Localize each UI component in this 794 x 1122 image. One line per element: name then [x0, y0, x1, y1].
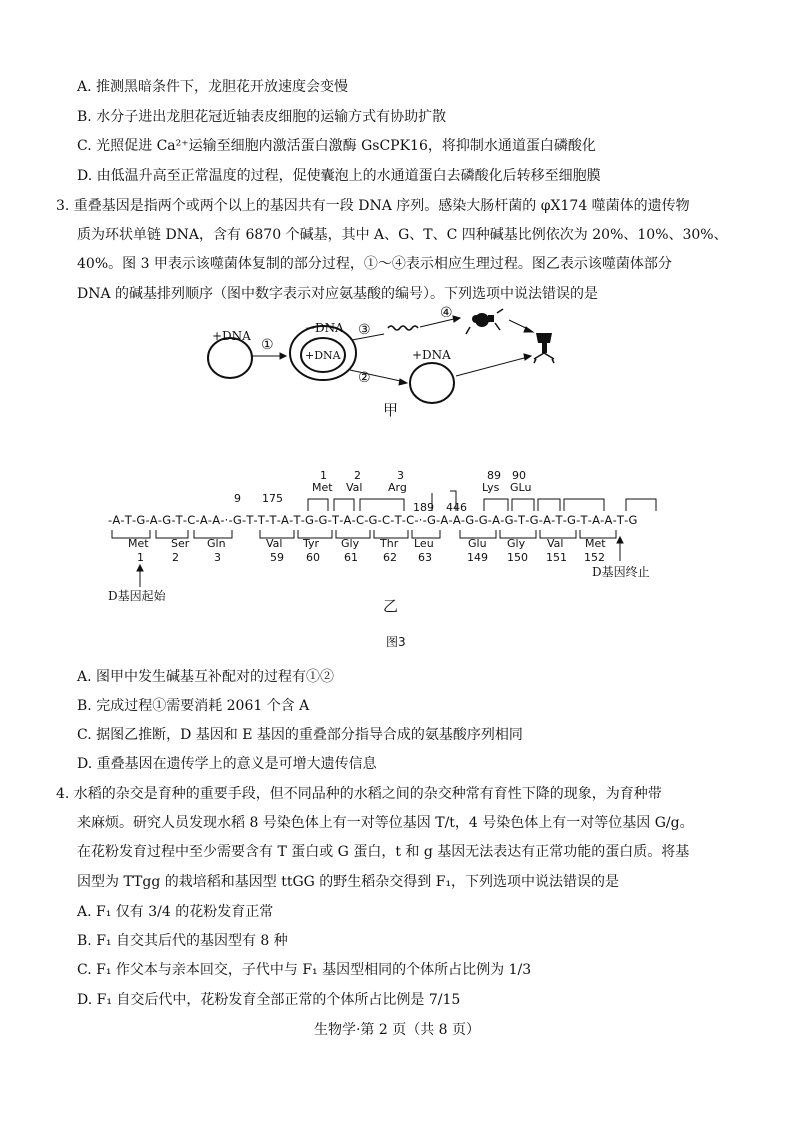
fig-jia-caption: 甲: [383, 401, 399, 419]
d-aa-num-59: 59: [270, 551, 284, 564]
mark-9: 9: [234, 492, 241, 505]
e-aa-name-90: GLu: [510, 481, 532, 494]
phage-assembled-icon: [534, 333, 554, 363]
d-aa-num-62: 62: [383, 551, 397, 564]
figure-3-caption: 图3: [386, 635, 406, 649]
step-4-label: ④: [440, 305, 453, 321]
d-aa-name-61: Gly: [341, 537, 360, 550]
q2-option-c: C. 光照促进 Ca²⁺运输至细胞内激活蛋白激酶 GsCPK16，将抑制水通道蛋白磷酸化: [77, 138, 596, 154]
q4-stem-line-4: 因型为 TTgg 的栽培稻和基因型 ttGG 的野生稻杂交得到 F₁，下列选项中说法错误的是: [77, 874, 620, 890]
d-aa-name-152: Met: [585, 537, 606, 550]
d-aa-name-151: Val: [547, 537, 564, 550]
q3-option-d: D. 重叠基因在遗传学上的意义是可增大遗传信息: [77, 756, 377, 772]
d-aa-name-63: Leu: [414, 537, 434, 550]
page-footer: 生物学·第 2 页（共 8 页）: [313, 1022, 481, 1038]
e-aa-name-89: Lys: [482, 481, 500, 494]
q4-option-a: A. F₁ 仅有 3/4 的花粉发育正常: [77, 904, 274, 920]
d-aa-num-1: 1: [137, 551, 144, 564]
e-aa-num-2: 2: [354, 469, 361, 482]
q3-stem-line-3: 40%。图 3 甲表示该噬菌体复制的部分过程，①～④表示相应生理过程。图乙表示该噬菌体部分: [77, 256, 672, 272]
step-2-label: ②: [358, 370, 371, 386]
d-aa-num-149: 149: [467, 551, 488, 564]
d-aa-name-3: Gln: [207, 537, 226, 550]
step-1-label: ①: [261, 337, 274, 353]
d-aa-name-150: Gly: [507, 537, 526, 550]
e-aa-num-89: 89: [487, 469, 501, 482]
d-aa-name-1: Met: [128, 537, 149, 550]
q4-stem-line-1: 4. 水稻的杂交是育种的重要手段，但不同品种的水稻之间的杂交种常有育性下降的现象，为育种带: [56, 786, 662, 802]
q3-stem-line-2: 质为环状单链 DNA，含有 6870 个碱基，其中 A、G、T、C 四种碱基比例依次为 20%、10%、30%、: [77, 227, 728, 243]
dna-circle-right: [410, 363, 454, 403]
q3-option-a: A. 图甲中发生碱基互补配对的过程有①②: [77, 669, 335, 685]
mark-446: 446: [446, 501, 467, 514]
d-aa-name-2: Ser: [171, 537, 190, 550]
e-aa-name-3: Arg: [388, 481, 407, 494]
q4-option-c: C. F₁ 作父本与亲本回交，子代中与 F₁ 基因型相同的个体所占比例为 1/3: [77, 962, 532, 978]
q3-stem-line-4: DNA 的碱基排列顺序（图中数字表示对应氨基酸的编号）。下列选项中说法错误的是: [77, 286, 599, 302]
d-aa-name-60: Tyr: [303, 537, 320, 550]
d-aa-name-149: Glu: [468, 537, 487, 550]
dna-sequence: ‑A‑T‑G‑A‑G‑T‑C‑A‑A‑·‑G‑T‑T‑T‑A‑T‑G‑G‑T‑A‑C‑G‑C‑T‑C‑·‑G‑A‑A‑G‑G‑A‑G‑T‑G‑A‑T‑G‑T‑A‑A‑T‑G: [108, 513, 638, 527]
mark-175: 175: [262, 492, 283, 505]
label-plus-dna-inner: +DNA: [305, 349, 341, 362]
d-aa-num-63: 63: [418, 551, 432, 564]
d-aa-num-2: 2: [172, 551, 179, 564]
q4-stem-line-2: 来麻烦。研究人员发现水稻 8 号染色体上有一对等位基因 T/t，4 号染色体上有一对等位基因 G/g。: [77, 815, 694, 831]
phage-proteins-icon: [466, 309, 503, 334]
fig-yi-caption: 乙: [383, 597, 399, 615]
d-aa-name-62: Thr: [380, 537, 399, 550]
step-3-label: ③: [358, 322, 371, 338]
e-aa-num-90: 90: [512, 469, 526, 482]
d-aa-num-151: 151: [546, 551, 567, 564]
q2-option-d: D. 由低温升高至正常温度的过程，促使囊泡上的水通道蛋白去磷酸化后转移至细胞膜: [77, 168, 601, 184]
q2-option-b: B. 水分子进出龙胆花冠近轴表皮细胞的运输方式有协助扩散: [77, 109, 447, 125]
q4-option-d: D. F₁ 自交后代中，花粉发育全部正常的个体所占比例是 7/15: [77, 992, 461, 1008]
d-aa-num-150: 150: [507, 551, 528, 564]
q3-option-c: C. 据图乙推断，D 基因和 E 基因的重叠部分指导合成的氨基酸序列相同: [77, 727, 523, 743]
q2-option-a: A. 推测黑暗条件下，龙胆花开放速度会变慢: [77, 79, 349, 95]
e-aa-name-1: Met: [312, 481, 333, 494]
d-gene-start-label: D基因起始: [108, 589, 166, 603]
e-aa-name-2: Val: [346, 481, 363, 494]
q3-option-b: B. 完成过程①需要消耗 2061 个含 A: [77, 698, 310, 714]
q3-stem-line-1: 3. 重叠基因是指两个或两个以上的基因共有一段 DNA 序列。感染大肠杆菌的 φX174 噬菌体的遗传物: [56, 198, 690, 214]
d-aa-num-3: 3: [214, 551, 221, 564]
d-aa-num-60: 60: [306, 551, 320, 564]
e-aa-num-3: 3: [397, 469, 404, 482]
label-minus-dna: −DNA: [305, 321, 344, 335]
d-aa-name-59: Val: [266, 537, 283, 550]
mrna-wave: [388, 326, 418, 330]
d-gene-end-label: D基因终止: [592, 565, 650, 579]
q4-option-b: B. F₁ 自交其后代的基因型有 8 种: [77, 933, 288, 949]
label-plus-dna-2: +DNA: [412, 348, 451, 362]
e-aa-num-1: 1: [320, 469, 327, 482]
label-plus-dna-1: +DNA: [212, 329, 251, 343]
q4-stem-line-3: 在花粉发育过程中至少需要含有 T 蛋白或 G 蛋白，t 和 g 基因无法表达有正常功能的蛋白质。将基: [77, 844, 690, 860]
mark-189: 189: [413, 501, 434, 514]
d-aa-num-61: 61: [344, 551, 358, 564]
d-aa-num-152: 152: [584, 551, 605, 564]
